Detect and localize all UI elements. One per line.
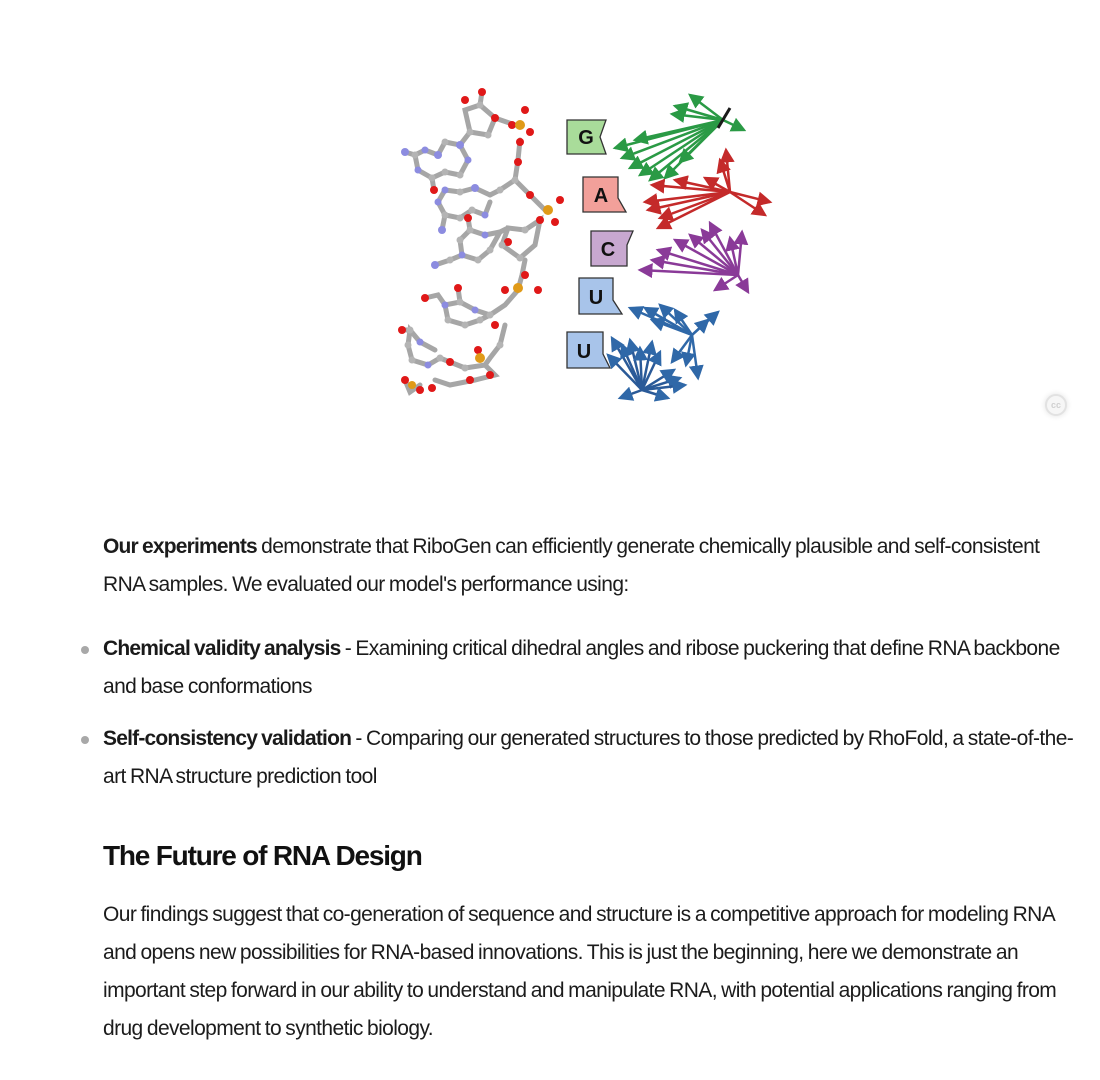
list-item-title: Self-consistency validation [103, 727, 352, 750]
svg-text:G: G [578, 127, 594, 149]
cc-license-icon[interactable]: cc [1045, 394, 1067, 416]
section-heading: The Future of RNA Design [103, 840, 422, 871]
intro-paragraph [103, 528, 1078, 604]
molecule-backbone [402, 92, 545, 392]
list-item-text: - Comparing our generated structures to those predicted by RhoFold, a state-of-the-art RNA structure prediction tool [103, 727, 1074, 788]
section-paragraph: Our findings suggest that co-generation of sequence and structure is a competitive approach for modeling RNA and opens new possibilities for RNA-based innovations. This is just the beginning, here we demonstrate an important step forward in our ability to understand and manipulate RNA, with potential applications ranging from drug development to synthetic biology. [103, 903, 1057, 1040]
svg-text:U: U [576, 341, 592, 363]
rna-structure-figure [390, 80, 790, 410]
article-content [103, 528, 1078, 1048]
svg-text:A: A [593, 185, 609, 207]
list-item-title: Chemical validity analysis [103, 637, 341, 660]
evaluation-list [103, 630, 1078, 796]
arrow-bundle-a [645, 150, 770, 228]
list-item-text: - Examining critical dihedral angles and ribose puckering that define RNA backbone and base conformations [103, 637, 1060, 698]
arrow-bundle-g [615, 95, 744, 180]
nucleotide-label-g [567, 120, 606, 154]
bullet-icon [81, 736, 89, 744]
bullet-icon [81, 646, 89, 654]
arrow-bundle-u-2 [608, 338, 685, 398]
svg-text:C: C [600, 239, 616, 261]
intro-text: demonstrate that RiboGen can efficiently generate chemically plausible and self-consistent RNA samples. We evaluated our model's performance using: [103, 535, 1040, 596]
arrow-bundle-u-1 [630, 305, 718, 378]
intro-bold: Our experiments [103, 535, 257, 558]
svg-text:U: U [588, 287, 604, 309]
nucleotide-label-u-2 [567, 332, 610, 368]
nucleotide-label-c [591, 231, 633, 266]
list-item-self-consistency [103, 720, 1078, 796]
nucleotide-label-a [583, 177, 626, 212]
rna-illustration [390, 80, 790, 410]
list-item-chemical-validity [103, 630, 1078, 706]
arrow-bundle-c [640, 223, 748, 292]
nucleotide-label-u-1 [579, 278, 622, 314]
